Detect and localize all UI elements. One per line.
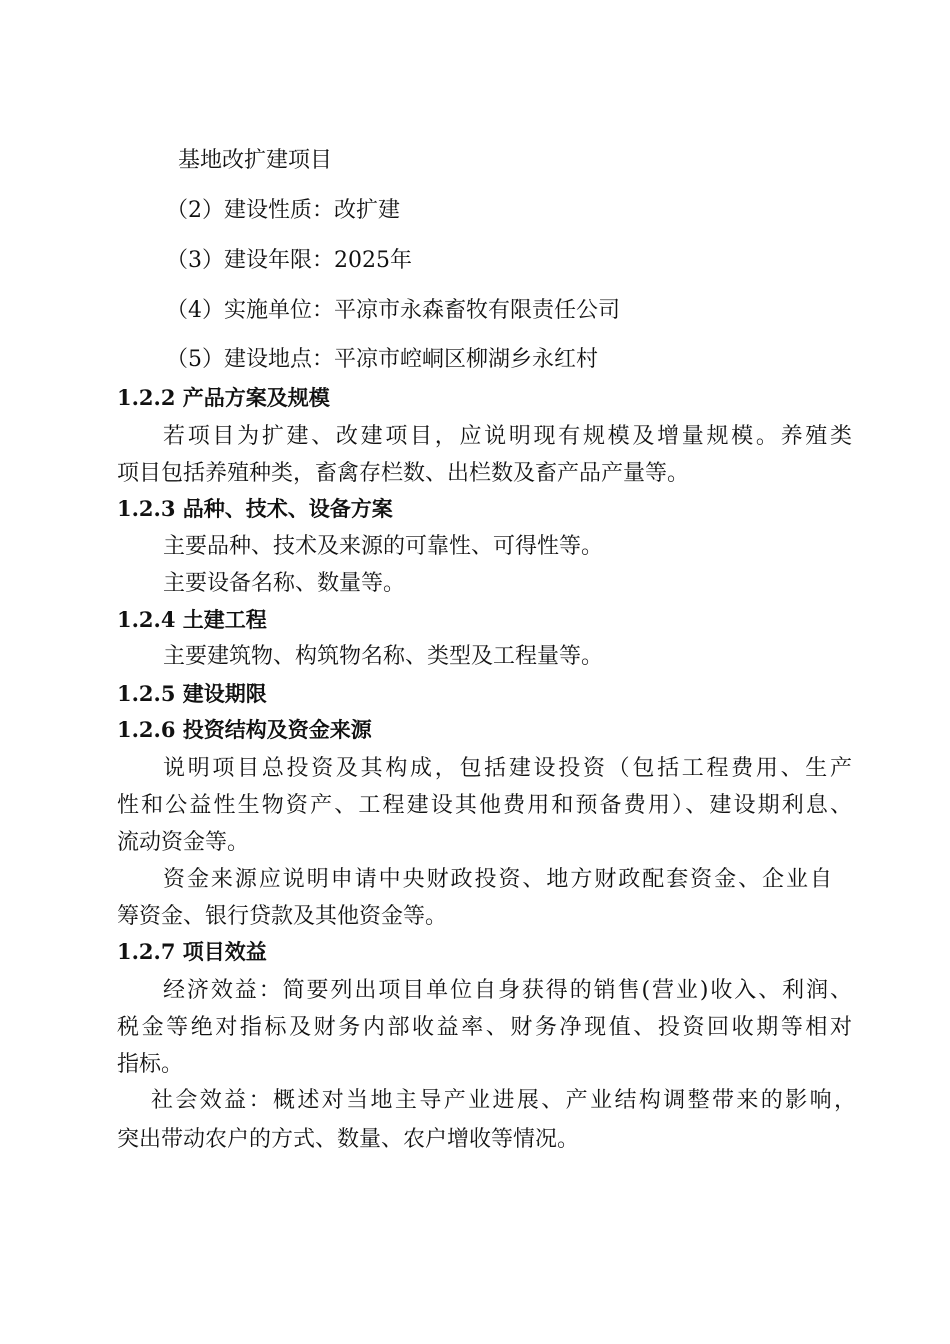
section-heading-1-2-6: 1.2.6 投资结构及资金来源 (117, 717, 372, 742)
paragraph-line: 主要设备名称、数量等。 (163, 571, 406, 596)
paragraph-line: 经济效益：简要列出项目单位自身获得的销售(营业)收入、利润、 (163, 978, 852, 1003)
paragraph-line: 主要建筑物、构筑物名称、类型及工程量等。 (163, 644, 604, 669)
paragraph-line: 社会效益：概述对当地主导产业进展、产业结构调整带来的影响， (151, 1088, 856, 1113)
paragraph-line: 突出带动农户的方式、数量、农户增收等情况。 (117, 1127, 580, 1152)
paragraph-line: 若项目为扩建、改建项目，应说明现有规模及增量规模。养殖类 (163, 424, 852, 449)
section-heading-1-2-4: 1.2.4 土建工程 (117, 607, 267, 632)
paragraph-line: 指标。 (117, 1052, 184, 1077)
section-heading-1-2-3: 1.2.3 品种、技术、设备方案 (117, 496, 393, 521)
section-heading-1-2-5: 1.2.5 建设期限 (117, 681, 267, 706)
paragraph-line: 流动资金等。 (117, 830, 250, 855)
paragraph-line: 主要品种、技术及来源的可靠性、可得性等。 (163, 534, 604, 559)
intro-item-nature: （2）建设性质：改扩建 (166, 198, 400, 223)
paragraph-line: 项目包括养殖种类，畜禽存栏数、出栏数及畜产品产量等。 (117, 461, 690, 486)
section-heading-1-2-7: 1.2.7 项目效益 (117, 939, 267, 964)
paragraph-line: 资金来源应说明申请中央财政投资、地方财政配套资金、企业自 (163, 867, 832, 892)
section-heading-1-2-2: 1.2.2 产品方案及规模 (117, 385, 330, 410)
paragraph-line: 性和公益性生物资产、工程建设其他费用和预备费用）、建设期利息、 (117, 793, 852, 818)
intro-continuation: 基地改扩建项目 (178, 148, 333, 173)
intro-item-location: （5）建设地点：平凉市崆峒区柳湖乡永红村 (166, 347, 598, 372)
paragraph-line: 税金等绝对指标及财务内部收益率、财务净现值、投资回收期等相对 (117, 1015, 852, 1040)
intro-item-unit: （4）实施单位：平凉市永森畜牧有限责任公司 (166, 298, 620, 323)
paragraph-line: 筹资金、银行贷款及其他资金等。 (117, 904, 448, 929)
intro-item-period: （3）建设年限：2025年 (166, 248, 412, 273)
paragraph-line: 说明项目总投资及其构成，包括建设投资（包括工程费用、生产 (163, 756, 852, 781)
